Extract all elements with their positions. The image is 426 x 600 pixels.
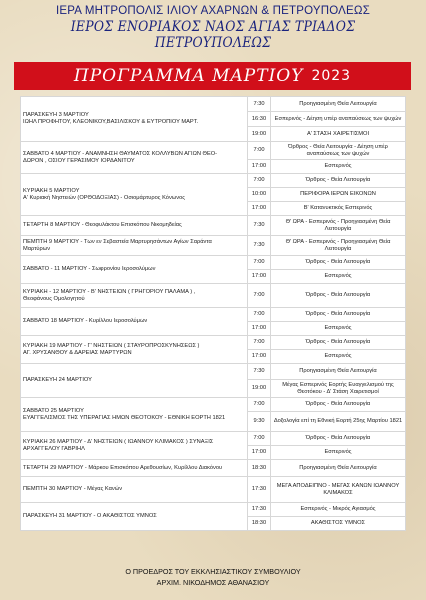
event-cell: [21, 174, 248, 216]
event-title: ΚΥΡΙΑΚΗ 5 ΜΑΡΤΙΟΥ: [23, 187, 80, 194]
schedule-row: [21, 142, 406, 160]
schedule-row: [21, 460, 406, 477]
event-time: 17:30: [248, 503, 271, 517]
event-service: Μέγας Εσπερινός Εορτής Ευαγγελισμού της Θεοτόκου - Δ' Στάση Χαιρετισμοί: [271, 380, 406, 398]
event-title: ΣΑΒΒΑΤΟ 18 ΜΑΡΤΙΟΥ - Κυρίλλου Ιεροσολύμων: [23, 318, 148, 325]
event-time: 17:00: [248, 202, 271, 216]
event-title: ΠΑΡΑΣΚΕΥΗ 3 ΜΑΡΤΙΟΥ: [23, 112, 89, 119]
event-time: 7:00: [248, 432, 271, 446]
program-title: ΠΡΟΓΡΑΜΜΑ ΜΑΡΤΙΟΥ: [73, 66, 304, 86]
schedule-row: [21, 174, 406, 188]
event-time: 18:30: [248, 517, 271, 531]
event-title: ΣΑΒΒΑΤΟ - 11 ΜΑΡΤΙΟΥ - Σωφρονίου Ιεροσολύμων: [23, 266, 156, 273]
event-cell: [21, 284, 248, 308]
event-subtitle: ΑΓ. ΧΡΥΣΑΝΘΟΥ & ΔΑΡΕΙΑΣ ΜΑΡΤΥΡΩΝ: [23, 349, 132, 356]
schedule-row: [21, 216, 406, 236]
event-title: ΣΑΒΒΑΤΟ 4 ΜΑΡΤΙΟΥ - ΑΝΑΜΝΗΣΗ ΘΑΥΜΑΤΟΣ ΚΟΛΛΥΒΩΝ ΑΓΙΩΝ ΘΕΟ-: [23, 150, 218, 157]
event-service: Όρθρος - Θεία Λειτουργία: [271, 398, 406, 412]
event-service: Β' Κατανυκτικός Εσπερινός: [271, 202, 406, 216]
event-time: 7:00: [248, 308, 271, 322]
event-time: 7:30: [248, 97, 271, 112]
event-time: 7:00: [248, 174, 271, 188]
event-title: ΚΥΡΙΑΚΗ 26 ΜΑΡΤΙΟΥ - Δ' ΝΗΣΤΕΙΩΝ ( ΙΩΑΝΝΟΥ ΚΛΙΜΑΚΟΣ ) ΣΥΝΑΞΙΣ: [23, 438, 214, 445]
event-time: 9:30: [248, 412, 271, 432]
footer-president-title: Ο ΠΡΟΕΔΡΟΣ ΤΟΥ ΕΚΚΛΗΣΙΑΣΤΙΚΟΥ ΣΥΜΒΟΥΛΙΟΥ: [125, 567, 301, 576]
event-time: 19:00: [248, 127, 271, 142]
event-cell: [21, 364, 248, 398]
event-time: 7:30: [248, 236, 271, 256]
event-subtitle: Μαρτύρων: [23, 245, 51, 252]
event-service: Θ' ΩΡΑ - Εσπερινός - Προηγιασμένη Θεία Λειτουργία: [271, 236, 406, 256]
event-subtitle: ΕΥΑΓΓΕΛΙΣΜΟΣ ΤΗΣ ΥΠΕΡΑΓΙΑΣ ΗΜΩΝ ΘΕΟΤΟΚΟΥ - ΕΘΝΙΚΗ ΕΟΡΤΗ 1821: [23, 414, 226, 421]
event-service: ΠΕΡΙΦΟΡΑ ΙΕΡΩΝ ΕΙΚΟΝΩΝ: [271, 188, 406, 202]
schedule-row: [21, 97, 406, 112]
event-service: Εσπερινός: [271, 322, 406, 336]
event-service: Εσπερινός: [271, 160, 406, 174]
event-time: 7:00: [248, 336, 271, 350]
event-service: ΜΕΓΑ ΑΠΟΔΕΙΠΝΟ - ΜΕΓΑΣ ΚΑΝΩΝ ΙΩΑΝΝΟΥ ΚΛΙΜΑΚΟΣ: [271, 477, 406, 503]
event-subtitle: ΙΩΗΛ ΠΡΟΦΗΤΟΥ, ΚΛΕΟΝΙΚΟΥ,ΒΑΣΙΛΙΣΚΟΥ & ΕΥΤΡΟΠΙΟΥ ΜΑΡΤ.: [23, 119, 199, 125]
event-service: Προηγιασμένη Θεία Λειτουργία: [271, 460, 406, 477]
event-cell: [21, 460, 248, 477]
footer-president-name: ΑΡΧΙΜ. ΝΙΚΟΔΗΜΟΣ ΑΘΑΝΑΣΙΟΥ: [156, 578, 270, 587]
event-service: Εσπερινός - Δέηση υπέρ αναπαύσεως των ψυχών: [271, 112, 406, 127]
event-cell: [21, 477, 248, 503]
event-service: Όρθρος - Θεία Λειτουργία: [271, 284, 406, 308]
event-service: Εσπερινός: [271, 350, 406, 364]
event-cell: [21, 398, 248, 432]
event-title: ΠΕΜΠΤΗ 30 ΜΑΡΤΙΟΥ - Μέγας Κανών: [23, 486, 123, 493]
event-time: 10:00: [248, 188, 271, 202]
event-time: 16:30: [248, 112, 271, 127]
event-time: 17:00: [248, 160, 271, 174]
event-service: Όρθρος - Θεία Λειτουργία - Δέηση υπέρ αναπαύσεως των ψυχών: [271, 142, 406, 160]
event-time: 7:00: [248, 142, 271, 160]
schedule-row: [21, 477, 406, 503]
event-service: Εσπερινός: [271, 446, 406, 460]
event-service: Θ' ΩΡΑ - Εσπερινός - Προηγιασμένη Θεία Λειτουργία: [271, 216, 406, 236]
schedule-table: [20, 96, 406, 531]
event-title: ΚΥΡΙΑΚΗ - 12 ΜΑΡΤΙΟΥ - Β' ΝΗΣΤΕΙΩΝ ( ΓΡΗΓΟΡΙΟΥ ΠΑΛΑΜΑ ) ,: [23, 288, 196, 295]
event-time: 7:00: [248, 284, 271, 308]
event-service: Α' ΣΤΑΣΗ ΧΑΙΡΕΤΙΣΜΟΙ: [271, 127, 406, 142]
schedule-row: [21, 503, 406, 517]
event-title: ΤΕΤΑΡΤΗ 8 ΜΑΡΤΙΟΥ - Θεοφυλάκτου Επισκόπου Νικομηδείας: [23, 222, 182, 229]
event-time: 17:30: [248, 477, 271, 503]
event-title: ΚΥΡΙΑΚΗ 19 ΜΑΡΤΙΟΥ - Γ' ΝΗΣΤΕΙΩΝ ( ΣΤΑΥΡΟΠΡΟΣΚΥΝΗΣΕΩΣ ): [23, 342, 200, 349]
event-cell: [21, 216, 248, 236]
event-time: 7:00: [248, 256, 271, 270]
event-cell: [21, 97, 248, 142]
event-cell: [21, 336, 248, 364]
schedule-row: [21, 432, 406, 446]
schedule-row: [21, 308, 406, 322]
event-cell: [21, 432, 248, 460]
event-subtitle: Θεοφάνους Ομολογητού: [23, 295, 85, 302]
event-title: ΠΑΡΑΣΚΕΥΗ 31 ΜΑΡΤΙΟΥ - Ο ΑΚΑΘΙΣΤΟΣ ΥΜΝΟΣ: [23, 513, 157, 520]
schedule-row: [21, 364, 406, 380]
event-cell: [21, 236, 248, 256]
schedule-row: [21, 256, 406, 270]
program-banner: [14, 62, 411, 90]
event-service: Προηγιασμένη Θεία Λειτουργία: [271, 364, 406, 380]
event-time: 7:00: [248, 398, 271, 412]
schedule-row: [21, 336, 406, 350]
program-year: 2023: [311, 68, 352, 84]
event-cell: [21, 142, 248, 174]
event-time: 17:00: [248, 270, 271, 284]
event-service: Προηγιασμένη Θεία Λειτουργία: [271, 97, 406, 112]
parish-title: ΙΕΡΟΣ ΕΝΟΡΙΑΚΟΣ ΝΑΟΣ ΑΓΙΑΣ ΤΡΙΑΔΟΣ ΠΕΤΡΟΥΠΟΛΕΩΣ: [70, 19, 356, 51]
event-service: Δοξολογία επί τη Εθνική Εορτή 25ης Μαρτίου 1821: [271, 412, 406, 432]
event-time: 17:00: [248, 322, 271, 336]
event-service: Όρθρος - Θεία Λειτουργία: [271, 432, 406, 446]
schedule-row: [21, 284, 406, 308]
event-subtitle: Α' Κυριακή Νηστειών (ΟΡΘΟΔΟΞΙΑΣ) - Οσιομάρτυρος Κόνωνος: [23, 194, 185, 201]
event-time: 7:30: [248, 216, 271, 236]
event-title: ΠΑΡΑΣΚΕΥΗ 24 ΜΑΡΤΙΟΥ: [23, 377, 92, 384]
event-title: ΤΕΤΑΡΤΗ 29 ΜΑΡΤΙΟΥ - Μάρκου Επισκόπου Αρεθουσίων, Κυρίλλου Διακόνου: [23, 464, 223, 471]
event-service: Εσπερινός: [271, 270, 406, 284]
event-service: Όρθρος - Θεία Λειτουργία: [271, 308, 406, 322]
event-subtitle: ΑΡΧΑΓΓΕΛΟΥ ΓΑΒΡΙΗΛ: [23, 445, 85, 452]
event-title: ΠΕΜΠΤΗ 9 ΜΑΡΤΙΟΥ - Των εν Σεβαστεία Μαρτυρησάντων Αγίων Σαράντα: [23, 238, 212, 245]
event-cell: [21, 256, 248, 284]
event-time: 18:30: [248, 460, 271, 477]
schedule-row: [21, 236, 406, 256]
event-time: 19:00: [248, 380, 271, 398]
event-service: ΑΚΑΘΙΣΤΟΣ ΥΜΝΟΣ: [271, 517, 406, 531]
event-cell: [21, 503, 248, 531]
schedule-row: [21, 398, 406, 412]
event-service: Όρθρος - Θεία Λειτουργία: [271, 336, 406, 350]
event-service: Εσπερινός - Μικρός Αγιασμός: [271, 503, 406, 517]
event-time: 17:00: [248, 350, 271, 364]
event-title: ΣΑΒΒΑΤΟ 25 ΜΑΡΤΙΟΥ: [23, 407, 84, 414]
event-subtitle: ΔΩΡΟΝ , ΟΣΙΟΥ ΓΕΡΑΣΙΜΟΥ ΙΟΡΔΑΝΙΤΟΥ: [23, 157, 135, 164]
event-time: 17:00: [248, 446, 271, 460]
metropolis-title: ΙΕΡΑ ΜΗΤΡΟΠΟΛΙΣ ΙΛΙΟΥ ΑΧΑΡΝΩΝ & ΠΕΤΡΟΥΠΟΛΕΩΣ: [55, 5, 371, 17]
event-cell: [21, 308, 248, 336]
event-time: 7:30: [248, 364, 271, 380]
event-service: Όρθρος - Θεία Λειτουργία: [271, 174, 406, 188]
event-service: Όρθρος - Θεία Λειτουργία: [271, 256, 406, 270]
